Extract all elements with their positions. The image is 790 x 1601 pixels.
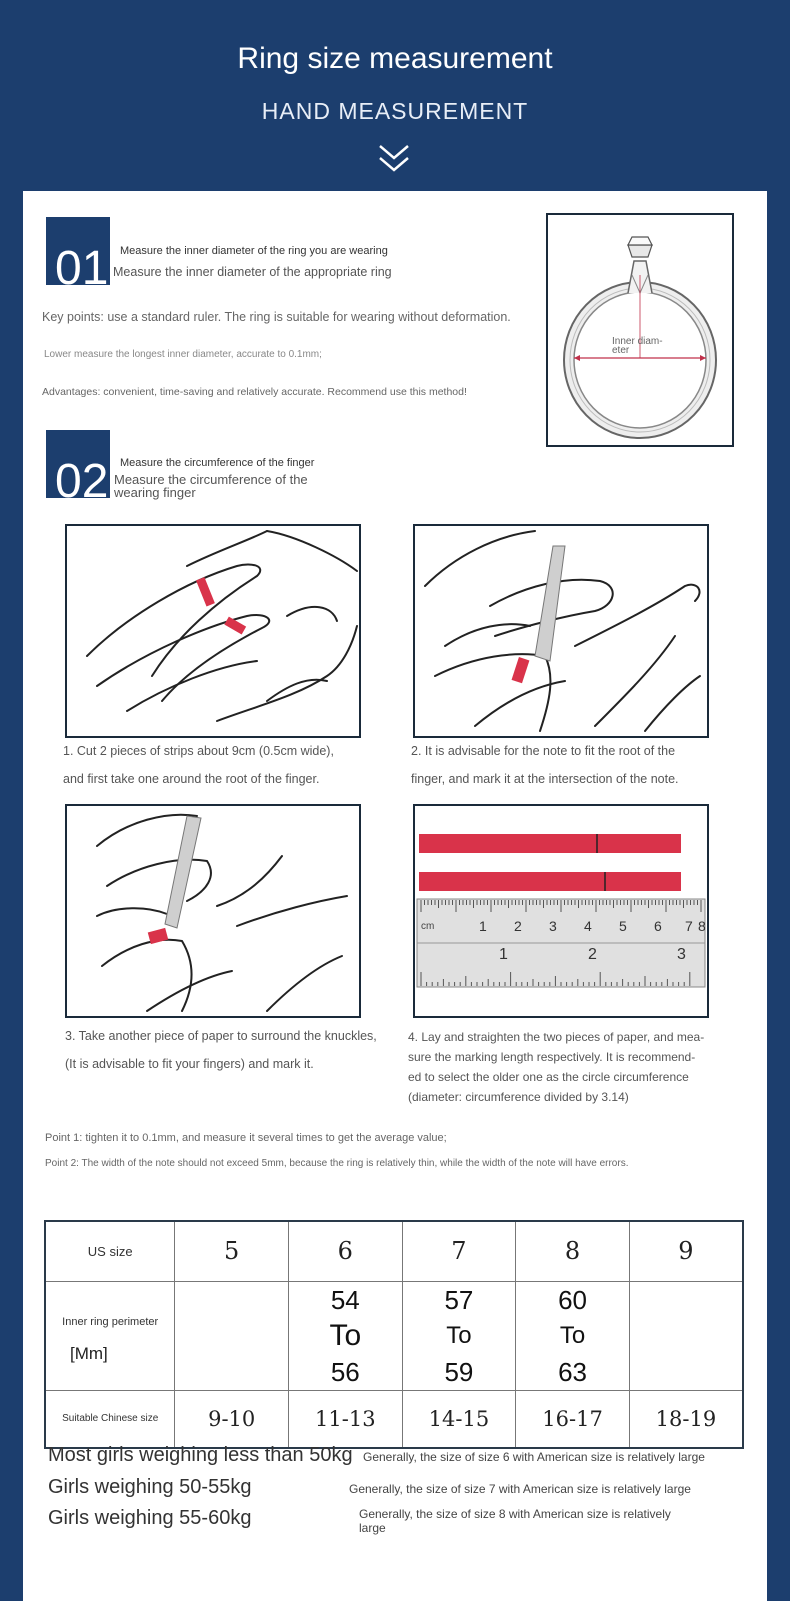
measure-note-text: Lower measure the longest inner diameter, accurate to 0.1mm; xyxy=(44,349,322,360)
ruler-inch-label: 1 xyxy=(499,946,508,963)
page-subtitle: HAND MEASUREMENT xyxy=(261,98,529,124)
page-title: Ring size measurement xyxy=(237,42,553,75)
perimeter-cell xyxy=(402,1281,516,1390)
row-label-us: US size xyxy=(45,1221,175,1281)
ruler-tick-label: 6 xyxy=(654,918,662,934)
us-size-cell: 9 xyxy=(629,1221,743,1281)
step-number-badge-02: 02 xyxy=(46,430,110,498)
size-table xyxy=(44,1220,744,1449)
perimeter-unit: [Mm] xyxy=(70,1343,108,1363)
weight-group-label: Girls weighing 55-60kg xyxy=(48,1507,252,1529)
size-advice: Generally, the size of size 7 with American size is relatively large xyxy=(349,1482,691,1496)
ruler-unit: cm xyxy=(421,921,435,932)
ruler-inch-label: 3 xyxy=(677,946,686,963)
step1-illustration xyxy=(65,524,361,738)
step4-caption: 4. Lay and straighten the two pieces of paper, and mea- sure the marking length respectively. It is recommend- ed to select the older one as the circle circumference (diameter: circumference divided by 3.14) xyxy=(408,1030,705,1104)
inner-diameter-label: Inner diam- eter xyxy=(612,336,663,356)
perimeter-to: 56 xyxy=(330,1356,360,1387)
perimeter-cell xyxy=(516,1281,630,1390)
section1-heading: Measure the inner diameter of the ring you are wearing xyxy=(120,245,388,257)
perimeter-from: 57 xyxy=(444,1284,474,1315)
perimeter-from: 54 xyxy=(330,1284,360,1315)
step2-illustration xyxy=(413,524,709,738)
ring-illustration xyxy=(548,215,732,445)
ruler-inch-label: 2 xyxy=(588,946,597,963)
chinese-size-cell: 16-17 xyxy=(516,1390,630,1448)
perimeter-to-word: To xyxy=(329,1318,362,1352)
row-label-chinese: Suitable Chinese size xyxy=(45,1390,175,1448)
us-size-cell: 5 xyxy=(175,1221,289,1281)
weight-group-label: Most girls weighing less than 50kg xyxy=(48,1444,353,1466)
chinese-size-cell: 9-10 xyxy=(175,1390,289,1448)
step3-caption: 3. Take another piece of paper to surround the knuckles, (It is advisable to fit your fingers) and mark it. xyxy=(65,1029,377,1071)
perimeter-to-word: To xyxy=(446,1321,472,1349)
section2-heading: Measure the circumference of the finger xyxy=(120,457,315,469)
ruler-tick-label: 2 xyxy=(514,918,522,934)
step-number-badge-01: 01 xyxy=(46,217,110,285)
perimeter-label: Inner ring perimeter xyxy=(62,1315,159,1328)
ring-diagram xyxy=(546,213,734,447)
weight-group-label: Girls weighing 50-55kg xyxy=(48,1476,252,1498)
size-advice: Generally, the size of size 6 with American size is relatively large xyxy=(363,1450,705,1464)
content-card xyxy=(23,191,767,1601)
us-size-cell: 7 xyxy=(402,1221,516,1281)
ruler-tick-label: 8 xyxy=(698,918,706,934)
perimeter-cell xyxy=(288,1281,402,1390)
step2-caption: 2. It is advisable for the note to fit the root of the finger, and mark it at the intersection of the note. xyxy=(411,744,679,786)
step4-illustration xyxy=(413,804,709,1018)
step1-caption: 1. Cut 2 pieces of strips about 9cm (0.5cm wide), and first take one around the root of the finger. xyxy=(63,744,334,786)
us-size-cell: 8 xyxy=(516,1221,630,1281)
perimeter-cell xyxy=(629,1281,743,1390)
section1-subheading: Measure the inner diameter of the appropriate ring xyxy=(113,265,392,279)
ruler-tick-label: 7 xyxy=(685,918,693,934)
row-label-perimeter xyxy=(45,1281,175,1390)
chevron-down-icon xyxy=(377,142,411,176)
perimeter-to: 63 xyxy=(558,1356,587,1387)
chinese-size-cell: 14-15 xyxy=(402,1390,516,1448)
chinese-size-cell: 18-19 xyxy=(629,1390,743,1448)
point2-text: Point 2: The width of the note should not exceed 5mm, because the ring is relatively thin, while the width of the note will have errors. xyxy=(45,1158,629,1169)
step3-illustration xyxy=(65,804,361,1018)
advantages-text: Advantages: convenient, time-saving and relatively accurate. Recommend use this method! xyxy=(42,386,467,398)
section2-subheading: Measure the circumference of the wearing finger xyxy=(114,472,308,500)
us-size-cell: 6 xyxy=(288,1221,402,1281)
ruler-tick-label: 1 xyxy=(479,918,487,934)
perimeter-to: 59 xyxy=(444,1356,474,1387)
point1-text: Point 1: tighten it to 0.1mm, and measure it several times to get the average value; xyxy=(45,1132,447,1144)
perimeter-to-word: To xyxy=(559,1321,586,1349)
table-row xyxy=(45,1221,743,1281)
key-points-text: Key points: use a standard ruler. The ring is suitable for wearing without deformation. xyxy=(42,310,511,324)
ruler-tick-label: 5 xyxy=(619,918,627,934)
size-advice: Generally, the size of size 8 with American size is relatively large xyxy=(359,1507,671,1535)
perimeter-cell xyxy=(175,1281,289,1390)
table-row xyxy=(45,1281,743,1390)
ruler-tick-label: 4 xyxy=(584,918,592,934)
perimeter-from: 60 xyxy=(558,1284,587,1315)
ruler-tick-label: 3 xyxy=(549,918,557,934)
table-row xyxy=(45,1390,743,1448)
chinese-size-cell: 11-13 xyxy=(288,1390,402,1448)
